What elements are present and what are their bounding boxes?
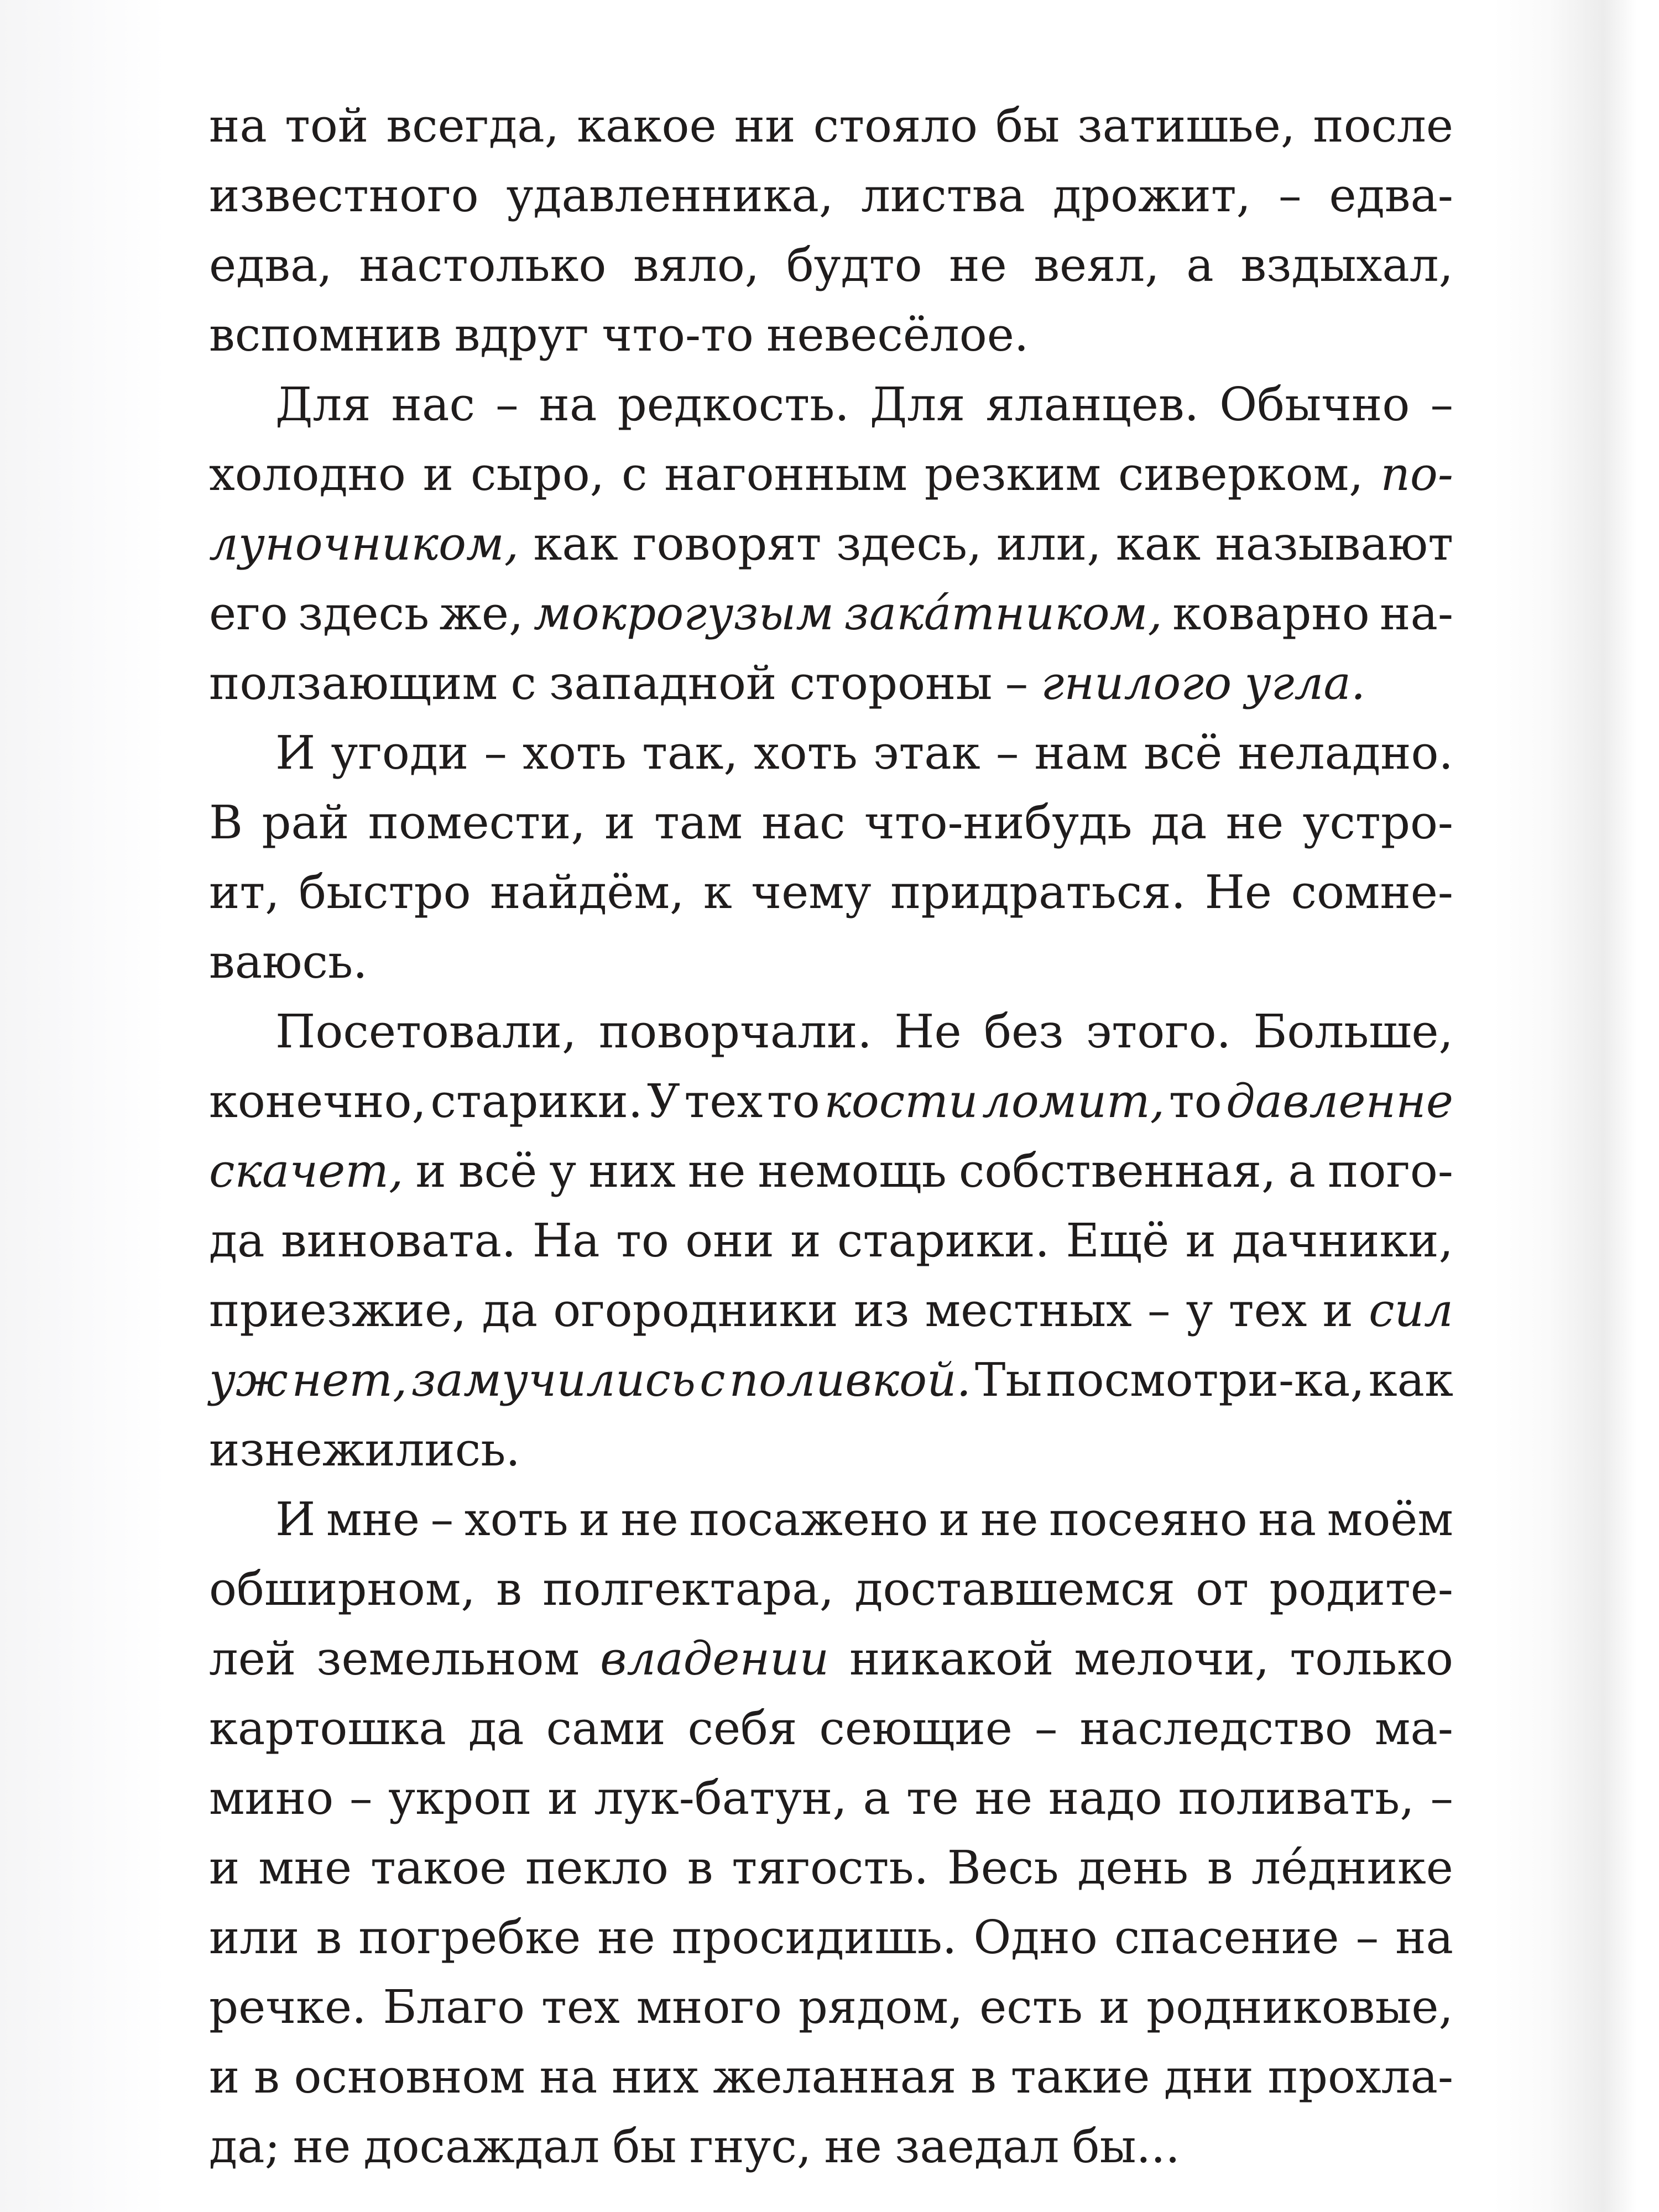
word: вздыхал, — [1240, 238, 1453, 292]
word: давленне — [1226, 1074, 1453, 1128]
word: сами — [546, 1702, 666, 1755]
word: здесь, — [836, 517, 982, 571]
word: здесь — [298, 587, 430, 640]
word: пого- — [1328, 1144, 1453, 1198]
word: удавленника, — [506, 169, 834, 222]
word: рядом, — [798, 1980, 963, 2034]
text-line — [209, 1067, 1453, 1136]
word: на — [209, 99, 267, 153]
word: сыро, — [471, 447, 605, 501]
word: после — [1313, 99, 1453, 153]
word: ни — [734, 99, 796, 153]
word: к — [703, 865, 732, 919]
word: ит, — [209, 865, 280, 919]
word: да — [1151, 796, 1207, 849]
word: В — [209, 796, 243, 849]
word: так, — [642, 726, 738, 780]
word: не — [597, 1911, 655, 1964]
text-line — [209, 231, 1453, 300]
word: такие — [1010, 2050, 1150, 2104]
text-line — [209, 718, 1453, 788]
word: редкость. — [617, 378, 849, 431]
word: Больше, — [1253, 1005, 1453, 1058]
word: поворчали. — [598, 1005, 872, 1058]
text-line — [209, 370, 1453, 440]
word: – — [1355, 1911, 1379, 1964]
text-line — [209, 1624, 1453, 1694]
word: моём — [1327, 1493, 1453, 1546]
text-line — [209, 1833, 1453, 1903]
word: – — [1430, 1771, 1453, 1825]
word: скачет, — [209, 1144, 404, 1198]
word: на — [539, 378, 597, 431]
text-line — [209, 509, 1453, 579]
text-line — [209, 1136, 1453, 1206]
word: сеющие — [819, 1702, 1013, 1755]
word: да — [209, 1214, 265, 1267]
word: мне — [326, 1493, 420, 1546]
word: Не — [894, 1005, 962, 1058]
word: листва — [861, 169, 1025, 222]
word: закáтником, — [844, 587, 1162, 640]
word: Для — [869, 378, 966, 431]
word: угла. — [1244, 656, 1366, 710]
word: там — [654, 796, 743, 849]
word: ломит, — [982, 1074, 1165, 1128]
word: уж — [209, 1353, 288, 1407]
word: – — [995, 726, 1019, 780]
word: такое — [370, 1841, 507, 1895]
word: и — [422, 447, 454, 501]
word: лéднике — [1251, 1841, 1453, 1895]
word: приезжие, — [209, 1284, 467, 1337]
word: тех — [684, 1074, 763, 1128]
word: владении — [600, 1632, 830, 1686]
text-line — [209, 2042, 1453, 2112]
word: У — [646, 1074, 680, 1128]
word: называют — [1215, 517, 1453, 571]
word: нас — [391, 378, 475, 431]
word: картошка — [209, 1702, 446, 1755]
word: а — [1186, 238, 1214, 292]
word: сомне- — [1291, 865, 1453, 919]
word: с — [621, 447, 648, 501]
word: придраться. — [890, 865, 1186, 919]
word: как — [1115, 517, 1201, 571]
word: в — [316, 1911, 342, 1964]
word: местных — [925, 1284, 1132, 1337]
word: На — [532, 1214, 600, 1267]
word: дни — [1164, 2050, 1254, 2104]
word: Одно — [973, 1911, 1098, 1964]
text-line — [209, 997, 1453, 1067]
word: угоди — [331, 726, 469, 780]
word: без — [984, 1005, 1064, 1058]
word: лук-батун, — [594, 1771, 847, 1825]
word: невесёлое. — [766, 308, 1029, 362]
word: какое — [577, 99, 717, 153]
word: поливать, — [1178, 1771, 1415, 1825]
word: мино — [209, 1771, 334, 1825]
word: или — [209, 1911, 300, 1964]
word: и — [790, 1214, 821, 1267]
word: и — [415, 1144, 446, 1198]
word: посеяно — [1049, 1493, 1248, 1546]
text-line — [209, 1764, 1453, 1833]
word: собственная, — [958, 1144, 1276, 1198]
word: посажено — [689, 1493, 928, 1546]
word: в — [254, 2050, 280, 2104]
word: сил — [1369, 1284, 1453, 1337]
word: нет, — [291, 1353, 408, 1407]
word: найдём, — [490, 865, 685, 919]
word: от — [1196, 1562, 1249, 1616]
word: посмотри-ка, — [1046, 1353, 1365, 1407]
word: известного — [209, 169, 479, 222]
word: коварно — [1172, 587, 1370, 640]
word: с — [510, 656, 536, 710]
word: бы — [612, 2120, 677, 2173]
text-line — [209, 161, 1453, 231]
word: только — [1290, 1632, 1453, 1686]
text-line — [209, 579, 1453, 649]
word: в — [687, 1841, 713, 1895]
text-line — [209, 1276, 1453, 1345]
word: в — [971, 2050, 997, 2104]
word: что-нибудь — [864, 796, 1133, 849]
word: то — [1168, 1074, 1222, 1128]
word: как — [533, 517, 618, 571]
word: – — [1005, 656, 1029, 710]
text-line — [209, 1554, 1453, 1624]
text-line — [209, 788, 1453, 858]
word: наследство — [1079, 1702, 1353, 1755]
word: как — [1368, 1353, 1453, 1407]
word: или, — [996, 517, 1102, 571]
word: яланцев. — [985, 378, 1199, 431]
word: Обычно — [1219, 378, 1410, 431]
word: конечно, — [209, 1074, 426, 1128]
word: и — [209, 1841, 240, 1895]
word: замучились — [411, 1353, 696, 1407]
word: и — [209, 2050, 240, 2104]
word: и — [939, 1493, 970, 1546]
text-line — [209, 858, 1453, 927]
word: мелочи, — [1074, 1632, 1270, 1686]
word: просидишь. — [671, 1911, 957, 1964]
word: заедал — [895, 2120, 1060, 2173]
word: старики. — [837, 1214, 1050, 1267]
word: хоть — [753, 726, 858, 780]
word: Весь — [947, 1841, 1059, 1895]
word: говорят — [633, 517, 822, 571]
text-line — [209, 1694, 1453, 1764]
word: помести, — [368, 796, 586, 849]
word: и — [1099, 1980, 1130, 2034]
word: погребке — [358, 1911, 581, 1964]
word: не — [687, 1144, 746, 1198]
word: мне — [258, 1841, 352, 1895]
word: не — [1225, 796, 1284, 849]
word: мокрогузым — [533, 587, 834, 640]
word: виновата. — [280, 1214, 517, 1267]
word: и — [604, 796, 635, 849]
word: обширном, — [209, 1562, 476, 1616]
word: полгектара, — [542, 1562, 834, 1616]
word: основном — [294, 2050, 525, 2104]
word: его — [209, 587, 288, 640]
word: вспомнив — [209, 308, 442, 362]
word: поливкой. — [729, 1353, 971, 1407]
word: кости — [824, 1074, 978, 1128]
word: западной — [549, 656, 777, 710]
word: дрожит, — [1052, 169, 1251, 222]
word: всё — [1143, 726, 1223, 780]
word: Посетовали, — [275, 1005, 577, 1058]
word: – — [1034, 1702, 1058, 1755]
word: да — [468, 1702, 524, 1755]
word: никакой — [849, 1632, 1054, 1686]
word: прохла- — [1267, 2050, 1453, 2104]
word: немощь — [758, 1144, 947, 1198]
word: тех — [541, 1980, 620, 2034]
text-line — [209, 1903, 1453, 1973]
word: на — [1395, 1911, 1453, 1964]
word: холодно — [209, 447, 406, 501]
text-line — [209, 300, 1453, 370]
word: желанная — [713, 2050, 957, 2104]
word: не — [980, 1493, 1039, 1546]
word: быстро — [299, 865, 471, 919]
word: – — [484, 726, 507, 780]
text-line — [209, 440, 1453, 509]
word: не — [824, 2120, 882, 2173]
word: изнежились. — [209, 1423, 520, 1477]
word: хоть — [464, 1493, 568, 1546]
word: той — [284, 99, 369, 153]
word: у — [1186, 1284, 1213, 1337]
word: на- — [1380, 587, 1453, 640]
word: а — [863, 1771, 891, 1825]
word: в — [1207, 1841, 1233, 1895]
word: ваюсь. — [209, 935, 368, 989]
page-text — [209, 91, 1453, 2182]
word: родниковые, — [1146, 1980, 1453, 2034]
word: огородники — [553, 1284, 838, 1337]
word: гнус, — [689, 2120, 812, 2173]
word: на — [1258, 1493, 1317, 1546]
word: неладно. — [1238, 726, 1453, 780]
word: те — [906, 1771, 959, 1825]
word: у — [549, 1144, 577, 1198]
text-line — [209, 91, 1453, 161]
word: дачники, — [1232, 1214, 1453, 1267]
word: всё — [458, 1144, 538, 1198]
word: не — [974, 1771, 1033, 1825]
word: бы... — [1072, 2120, 1180, 2173]
word: луночником, — [209, 517, 519, 571]
word: да — [482, 1284, 538, 1337]
word: нас — [761, 796, 846, 849]
word: пекло — [525, 1841, 669, 1895]
text-line — [209, 1206, 1453, 1276]
word: И — [275, 1493, 316, 1546]
word: И — [275, 726, 316, 780]
word: нагонным — [664, 447, 907, 501]
word: родите- — [1269, 1562, 1453, 1616]
word: настолько — [359, 238, 607, 292]
word: сиверком, — [1118, 447, 1364, 501]
text-line — [209, 1415, 1453, 1485]
word: Для — [275, 378, 371, 431]
word: не — [620, 1493, 679, 1546]
text-line — [209, 649, 1453, 718]
word: и — [547, 1771, 578, 1825]
word: стороны — [789, 656, 993, 710]
word: едва, — [209, 238, 332, 292]
word: лей — [209, 1632, 296, 1686]
word: то — [615, 1214, 669, 1267]
paragraph — [209, 91, 1453, 370]
word: надо — [1048, 1771, 1162, 1825]
word: досаждал — [363, 2120, 600, 2173]
text-line — [209, 927, 1453, 997]
word: ползающим — [209, 656, 498, 710]
word: устро- — [1302, 796, 1453, 849]
word: укроп — [388, 1771, 532, 1825]
word: есть — [979, 1980, 1083, 2034]
word: нам — [1034, 726, 1128, 780]
text-line — [209, 1973, 1453, 2042]
word: веял, — [1034, 238, 1160, 292]
word: день — [1077, 1841, 1189, 1895]
word: них — [612, 2050, 699, 2104]
word: рай — [262, 796, 349, 849]
paragraph — [209, 997, 1453, 1485]
word: хоть — [523, 726, 627, 780]
word: бы — [995, 99, 1060, 153]
word: вяло, — [633, 238, 760, 292]
word: и — [1185, 1214, 1216, 1267]
word: спасение — [1114, 1911, 1339, 1964]
word: всегда, — [386, 99, 560, 153]
word: много — [636, 1980, 782, 2034]
word: будто — [786, 238, 922, 292]
word: в — [496, 1562, 522, 1616]
word: – — [1279, 169, 1302, 222]
word: и — [1322, 1284, 1353, 1337]
word: Ты — [974, 1353, 1042, 1407]
word: себя — [687, 1702, 797, 1755]
word: да; — [209, 2120, 280, 2173]
word: резким — [924, 447, 1102, 501]
word: едва- — [1329, 169, 1453, 222]
word: вдруг — [454, 308, 589, 362]
word: речке. — [209, 1980, 367, 2034]
word: не — [949, 238, 1007, 292]
word: то — [766, 1074, 820, 1128]
word: – — [1430, 378, 1453, 431]
paragraph — [209, 1485, 1453, 2182]
word: из — [853, 1284, 910, 1337]
word: – — [1147, 1284, 1171, 1337]
word: а — [1288, 1144, 1316, 1198]
word: старики. — [430, 1074, 643, 1128]
word: и — [579, 1493, 610, 1546]
word: с — [700, 1353, 726, 1407]
word: доставшемся — [854, 1562, 1175, 1616]
word: не — [293, 2120, 351, 2173]
word: затишье, — [1077, 99, 1296, 153]
word: на — [539, 2050, 598, 2104]
word: – — [430, 1493, 454, 1546]
text-line — [209, 1485, 1453, 1554]
word: тех — [1228, 1284, 1307, 1337]
word: стояло — [813, 99, 978, 153]
word: Не — [1204, 865, 1272, 919]
word: гнилого — [1041, 656, 1232, 710]
word: – — [349, 1771, 373, 1825]
word: чему — [751, 865, 872, 919]
word: этак — [873, 726, 980, 780]
word: них — [588, 1144, 676, 1198]
word: – — [495, 378, 519, 431]
word: ма- — [1374, 1702, 1453, 1755]
text-line — [209, 1345, 1453, 1415]
word: этого. — [1086, 1005, 1232, 1058]
word: они — [685, 1214, 774, 1267]
word: же, — [439, 587, 524, 640]
paragraph — [209, 370, 1453, 718]
word: Благо — [383, 1980, 525, 2034]
paragraph — [209, 718, 1453, 997]
text-line — [209, 2112, 1453, 2182]
word: Ещё — [1066, 1214, 1170, 1267]
word: по- — [1380, 447, 1453, 501]
word: земельном — [316, 1632, 580, 1686]
word: что-то — [602, 308, 754, 362]
word: тягость. — [732, 1841, 928, 1895]
